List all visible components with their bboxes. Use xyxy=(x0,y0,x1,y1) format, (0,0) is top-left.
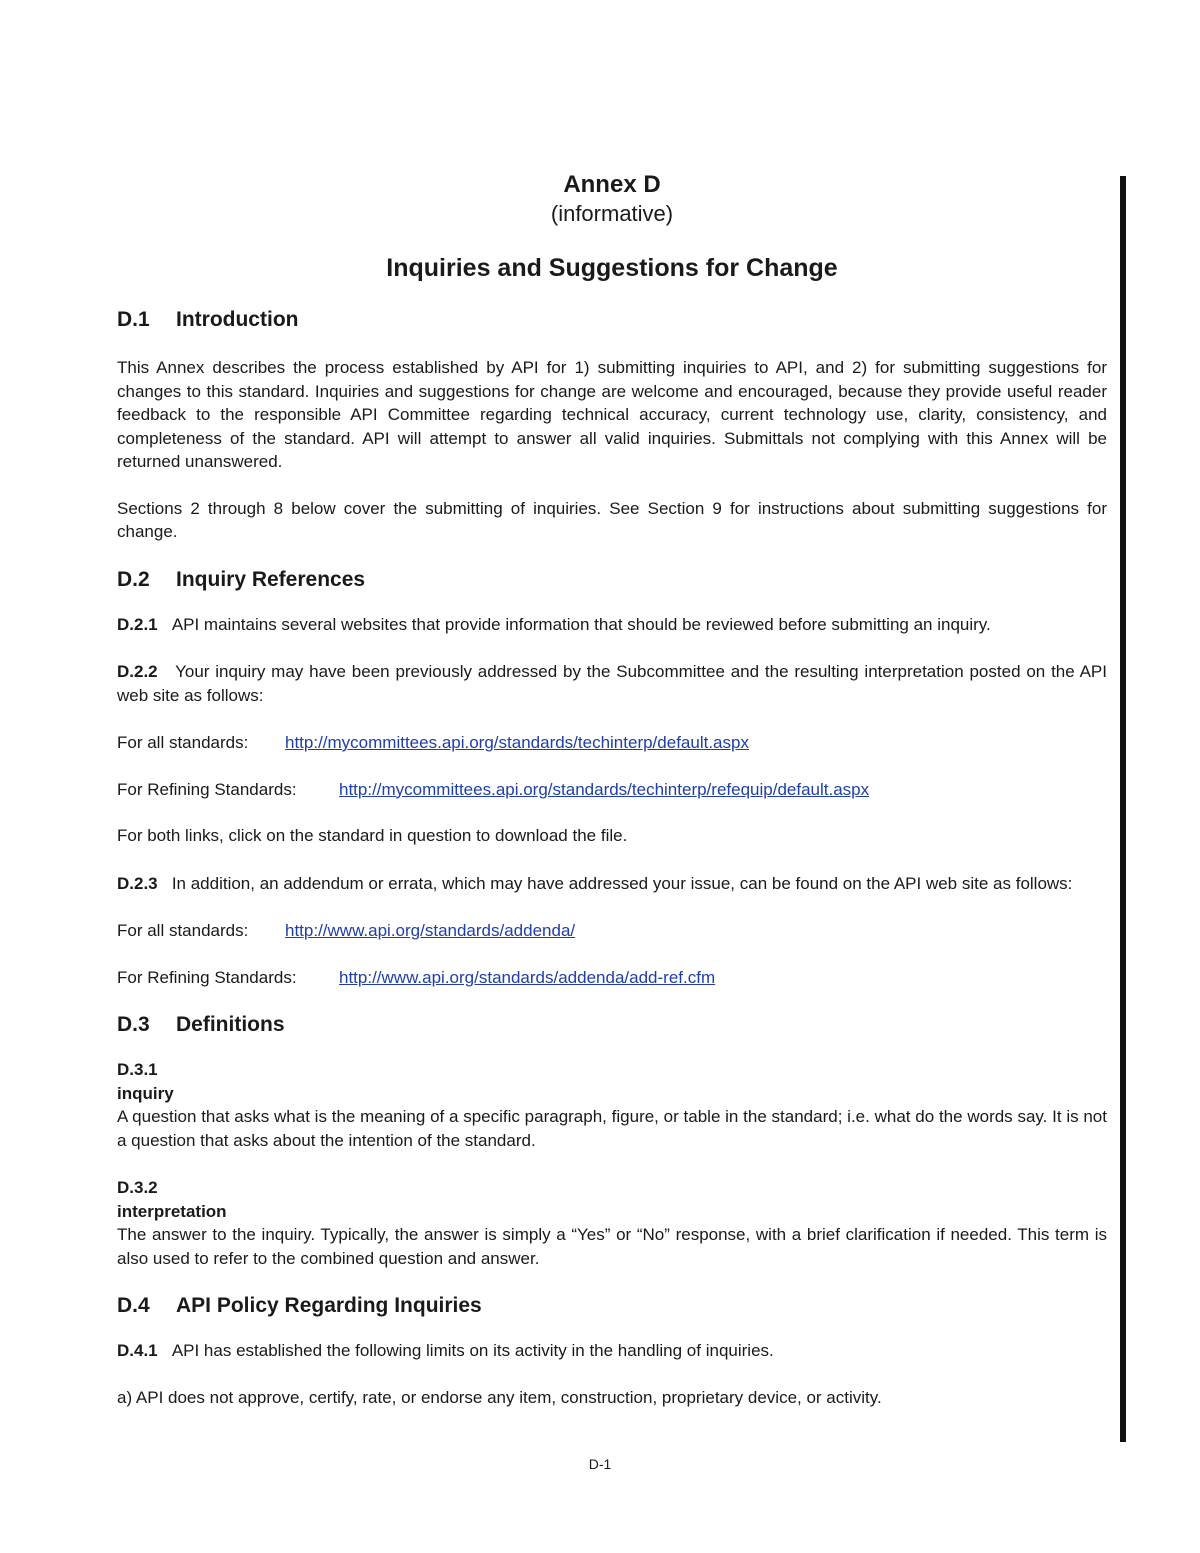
section-heading-d3 xyxy=(117,1011,1107,1039)
definition-text: The answer to the inquiry. Typically, the answer is simply a “Yes” or “No” response, with a brief clarification if needed. This term is also used to refer to the combined question and answer. xyxy=(117,1225,1107,1268)
intro-paragraph-2: Sections 2 through 8 below cover the submitting of inquiries. See Section 9 for instructions about submitting suggestions for change. xyxy=(117,498,1107,541)
document-title: Inquiries and Suggestions for Change xyxy=(386,254,838,282)
section-heading-d2 xyxy=(117,566,1107,594)
clause-d21 xyxy=(117,613,1107,637)
section-number: D.3 xyxy=(117,1013,150,1036)
link-label: For Refining Standards: xyxy=(117,779,297,799)
link-row-all-addenda xyxy=(117,919,1107,943)
clause-text: In addition, an addendum or errata, which may have addressed your issue, can be found on the API web site as follows: xyxy=(171,873,1073,893)
section-heading-d1 xyxy=(117,306,1107,334)
section-title: Inquiry References xyxy=(176,567,366,591)
addenda-all-link[interactable]: http://www.api.org/standards/addenda/ xyxy=(285,921,576,940)
link-label: For all standards: xyxy=(117,921,249,940)
intro-paragraph-1: This Annex describes the process established by API for 1) submitting inquiries to API, and 2) for submitting suggestions for changes to this standard. Inquiries and suggestions for change are welcome and encouraged, because they provide useful reader feedback to the responsible API Committee regarding technical accuracy, current technology use, clarity, consistency, and completeness of the standard. API will attempt to answer all valid inquiries. Submittals not complying with this Annex will be returned unanswered. xyxy=(117,358,1107,471)
section-number: D.1 xyxy=(117,308,150,331)
section-title: API Policy Regarding Inquiries xyxy=(176,1294,482,1317)
annex-title: Annex D xyxy=(563,171,661,198)
link-row-ref-interp xyxy=(117,778,1107,802)
clause-number: D.2.1 xyxy=(117,614,158,634)
clause-number: D.2.2 xyxy=(117,662,158,681)
clause-d23 xyxy=(117,872,1107,896)
list-item-a: a) API does not approve, certify, rate, or endorse any item, construction, proprietary device, or activity. xyxy=(117,1387,882,1407)
section-number: D.2 xyxy=(117,567,150,591)
definition-number: D.3.1 xyxy=(117,1060,158,1079)
clause-number: D.2.3 xyxy=(117,873,158,893)
clause-text: API maintains several websites that provide information that should be reviewed before submitting an inquiry. xyxy=(171,614,991,634)
link-row-all-interp xyxy=(117,731,1107,755)
page-number: D-1 xyxy=(588,1456,612,1472)
clause-number: D.4.1 xyxy=(117,1341,158,1360)
annex-subtitle: (informative) xyxy=(550,201,674,226)
interp-refining-link[interactable]: http://mycommittees.api.org/standards/techinterp/refequip/default.aspx xyxy=(339,779,870,799)
clause-text: API has established the following limits on its activity in the handling of inquiries. xyxy=(171,1341,774,1360)
clause-d41 xyxy=(117,1339,1107,1363)
change-bar xyxy=(1120,176,1126,1442)
clause-d22 xyxy=(117,660,1107,707)
section-number: D.4 xyxy=(117,1294,150,1317)
definition-term: inquiry xyxy=(117,1083,174,1103)
link-label: For Refining Standards: xyxy=(117,967,297,987)
section-heading-d4 xyxy=(117,1292,1107,1320)
link-label: For all standards: xyxy=(117,733,249,752)
section-title: Introduction xyxy=(176,308,299,331)
definition-number: D.3.2 xyxy=(117,1178,158,1197)
page-content xyxy=(117,170,1107,1409)
clause-text: Your inquiry may have been previously addressed by the Subcommittee and the resulting interpretation posted on the API web site as follows: xyxy=(117,662,1107,705)
interp-all-link[interactable]: http://mycommittees.api.org/standards/techinterp/default.aspx xyxy=(285,733,749,752)
both-links-note: For both links, click on the standard in question to download the file. xyxy=(117,826,628,845)
addenda-refining-link[interactable]: http://www.api.org/standards/addenda/add-ref.cfm xyxy=(339,967,716,987)
definition-term: interpretation xyxy=(117,1201,227,1221)
section-title: Definitions xyxy=(176,1013,285,1036)
definition-text: A question that asks what is the meaning of a specific paragraph, figure, or table in the standard; i.e. what do the words say. It is not a question that asks about the intention of the standard. xyxy=(117,1107,1107,1150)
link-row-ref-addenda xyxy=(117,966,1107,990)
